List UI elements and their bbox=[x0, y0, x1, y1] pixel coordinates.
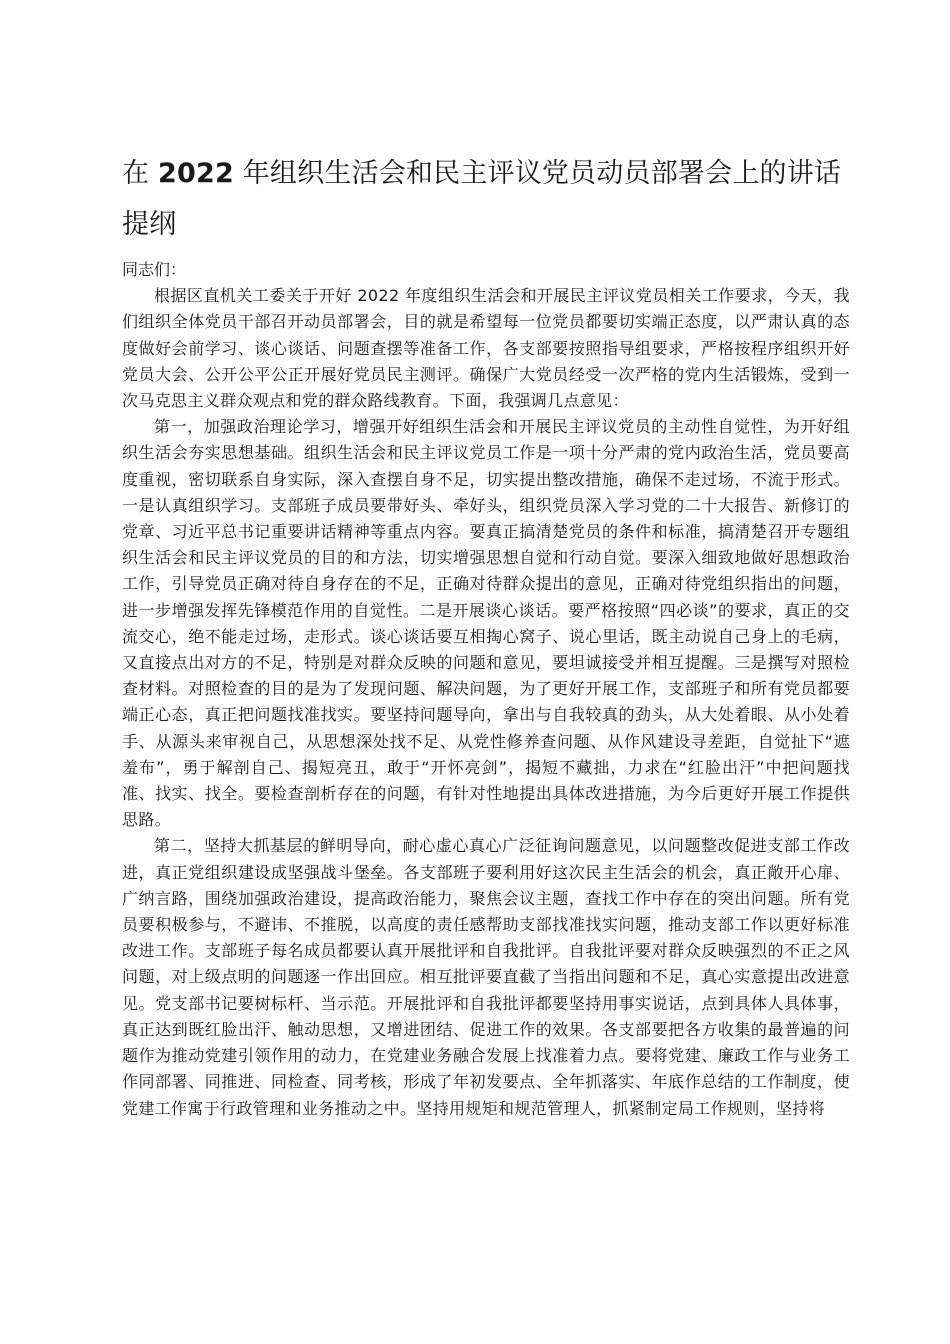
greeting: 同志们： bbox=[122, 260, 187, 279]
paragraph-intro: 根据区直机关工委关于开好 2022 年度组织生活会和开展民主评议党员相关工作要求，今天，我们组织全体党员干部召开动员部署会，目的就是希望每一位党员都要切实端正态度，以严肃认真的态度做好会前学习、谈心谈话、问题查摆等准备工作，各支部要按照指导组要求，严格按程序组织开好党员大会、公开公平公正开展好党员民主测评。确保广大党员经受一次严格的党内生活锻炼，受到一次马克思主义群众观点和党的群众路线教育。下面，我强调几点意见： bbox=[122, 286, 850, 411]
paragraph-second-point: 第二，坚持大抓基层的鲜明导向，耐心虚心真心广泛征询问题意见，以问题整改促进支部工作改进，真正党组织建设成坚强战斗堡垒。各支部班子要利用好这次民主生活会的机会，真正敞开心扉、广纳言路，围绕加强政治建设，提高政治能力，聚焦会议主题，查找工作中存在的突出问题。所有党员要积极参与，不避讳、不推脱，以高度的责任感帮助支部找准找实问题，推动支部工作以更好标准改进工作。支部班子每名成员都要认真开展批评和自我批评。自我批评要对群众反映强烈的不正之风问题，对上级点明的问题逐一作出回应。相互批评要直截了当指出问题和不足，真心实意提出改进意见。党支部书记要树标杆、当示范。开展批评和自我批评都要坚持用事实说话，点到具体人具体事，真正达到既红脸出汗、触动思想，又增进团结、促进工作的效果。各支部要把各方收集的最普遍的问题作为推动党建引领作用的动力，在党建业务融合发展上找准着力点。要将党建、廉政工作与业务工作同部署、同推进、同检查、同考核，形成了年初发要点、全年抓落实、年底作总结的工作制度，使党建工作寓于行政管理和业务推动之中。坚持用规矩和规范管理人，抓紧制定局工作规则，坚持将 bbox=[122, 836, 850, 1118]
title-year: 2022 bbox=[157, 158, 234, 189]
document-title bbox=[122, 148, 842, 250]
title-prefix: 在 bbox=[122, 158, 158, 189]
paragraph-first-point: 第一，加强政治理论学习，增强开好组织生活会和开展民主评议党员的主动性自觉性，为开好组织生活会夯实思想基础。组织生活会和民主评议党员工作是一项十分严肃的党内政治生活，党员要高度重视，密切联系自身实际，深入查摆自身不足，切实提出整改措施，确保不走过场，不流于形式。一是认真组织学习。支部班子成员要带好头、牵好头，组织党员深入学习党的二十大报告、新修订的党章、习近平总书记重要讲话精神等重点内容。要真正搞清楚党员的条件和标准，搞清楚召开专题组织生活会和民主评议党员的目的和方法，切实增强思想自觉和行动自觉。要深入细致地做好思想政治工作，引导党员正确对待自身存在的不足，正确对待群众提出的意见，正确对待党组织指出的问题，进一步增强发挥先锋模范作用的自觉性。二是开展谈心谈话。要严格按照“四必谈”的要求，真正的交流交心，绝不能走过场，走形式。谈心谈话要互相掏心窝子、说心里话，既主动说自己身上的毛病，又直接点出对方的不足，特别是对群众反映的问题和意见，要坦诚接受并相互提醒。三是撰写对照检查材料。对照检查的目的是为了发现问题、解决问题，为了更好开展工作，支部班子和所有党员都要端正心态，真正把问题找准找实。要坚持问题导向，拿出与自我较真的劲头，从大处着眼、从小处着手、从源头来审视自己，从思想深处找不足、从党性修养查问题、从作风建设寻差距，自觉扯下“遮羞布”，勇于解剖自己、揭短亮丑，敢于“开怀亮剑”，揭短不藏拙，力求在“红脸出汗”中把问题找准、找实、找全。要检查剖析存在的问题，有针对性地提出具体改进措施，为今后更好开展工作提供思路。 bbox=[122, 417, 850, 830]
document-body bbox=[122, 257, 850, 1122]
title-rest: 年组织生活会和民主评议党员动员部署会上的讲话提纲 bbox=[122, 158, 842, 240]
